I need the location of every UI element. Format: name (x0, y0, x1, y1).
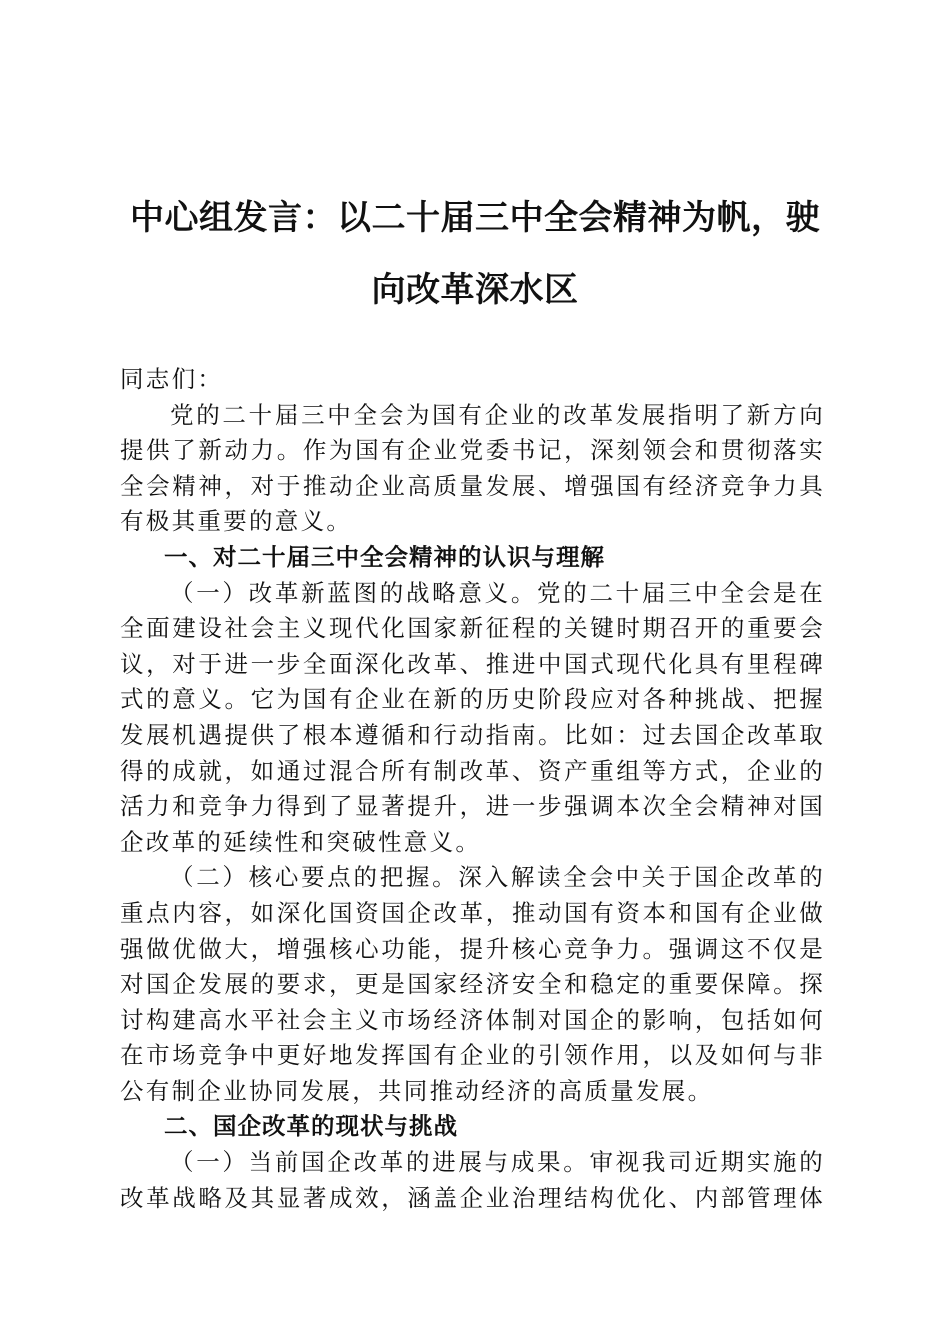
paragraph-intro (120, 398, 825, 540)
paragraph-line: 强做优做大，增强核心功能，提升核心竞争力。强调这不仅是 (120, 934, 825, 963)
document-title-line-1: 中心组发言：以二十届三中全会精神为帆，驶 (130, 198, 820, 238)
paragraph-line: 全会精神，对于推动企业高质量发展、增强国有经济竞争力具 (120, 471, 825, 500)
paragraph-line: 议，对于进一步全面深化改革、推进中国式现代化具有里程碑 (120, 649, 825, 678)
paragraph-core-points (120, 860, 825, 1109)
paragraph-line: 提供了新动力。作为国有企业党委书记，深刻领会和贯彻落实 (120, 436, 825, 465)
paragraph-line: （一）改革新蓝图的战略意义。党的二十届三中全会是在 (170, 578, 825, 607)
paragraph-line: 全面建设社会主义现代化国家新征程的关键时期召开的重要会 (120, 614, 825, 643)
paragraph-line: （一）当前国企改革的进展与成果。审视我司近期实施的 (170, 1148, 825, 1177)
paragraph-strategic-significance (120, 576, 825, 861)
document-title-line-2: 向改革深水区 (371, 270, 579, 310)
paragraph-line: 式的意义。它为国有企业在新的历史阶段应对各种挑战、把握 (120, 685, 825, 714)
paragraph-line: （二）核心要点的把握。深入解读全会中关于国企改革的 (170, 863, 825, 892)
paragraph-current-progress (120, 1145, 825, 1216)
paragraph-line: 活力和竞争力得到了显著提升，进一步强调本次全会精神对国 (120, 792, 825, 821)
paragraph-line: 对国企发展的要求，更是国家经济安全和稳定的重要保障。探 (120, 970, 825, 999)
paragraph-line: 重点内容，如深化国资国企改革，推动国有资本和国有企业做 (120, 898, 825, 927)
paragraph-line: 党的二十届三中全会为国有企业的改革发展指明了新方向 (170, 400, 825, 429)
paragraph-line: 公有制企业协同发展，共同推动经济的高质量发展。 (120, 1076, 714, 1105)
salutation: 同志们： (120, 365, 224, 393)
paragraph-line: 得的成就，如通过混合所有制改革、资产重组等方式，企业的 (120, 756, 825, 785)
section-heading-1: 一、对二十届三中全会精神的认识与理解 (164, 542, 605, 571)
document-body (120, 362, 825, 1216)
section-heading-2: 二、国企改革的现状与挑战 (164, 1112, 458, 1141)
paragraph-line: 有极其重要的意义。 (120, 507, 353, 536)
paragraph-line: 企改革的延续性和突破性意义。 (120, 827, 482, 856)
paragraph-line: 在市场竞争中更好地发挥国有企业的引领作用，以及如何与非 (120, 1041, 825, 1070)
paragraph-line: 改革战略及其显著成效，涵盖企业治理结构优化、内部管理体 (120, 1183, 825, 1212)
paragraph-line: 讨构建高水平社会主义市场经济体制对国企的影响，包括如何 (120, 1005, 825, 1034)
paragraph-line: 发展机遇提供了根本遵循和行动指南。比如：过去国企改革取 (120, 720, 825, 749)
